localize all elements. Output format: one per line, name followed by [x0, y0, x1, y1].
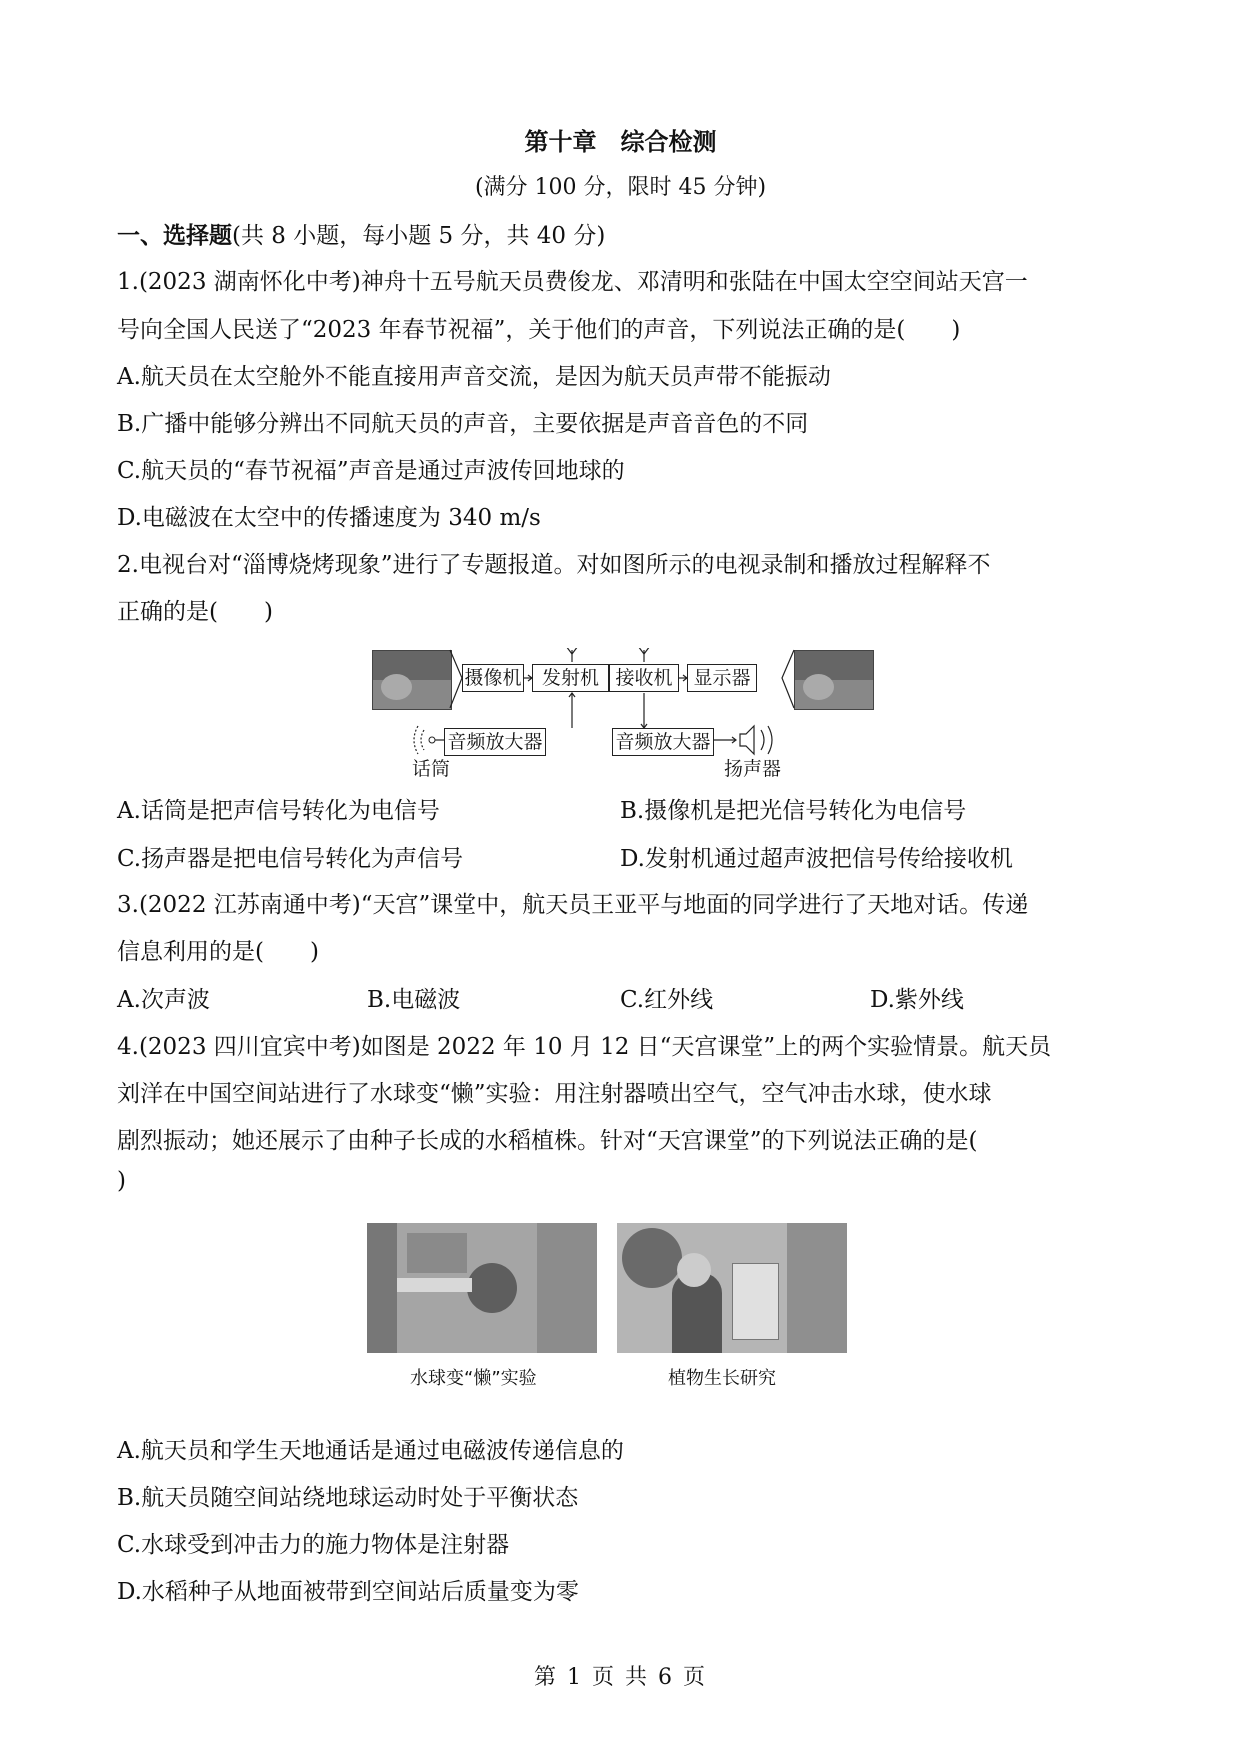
mic-label: 话筒: [412, 758, 451, 780]
q2-stem-line1: 2.电视台对“淄博烧烤现象”进行了专题报道。对如图所示的电视录制和播放过程解释不: [117, 552, 991, 578]
page-subtitle: (满分 100 分，限时 45 分钟): [474, 175, 767, 200]
transmitter-box: 发射机: [532, 664, 609, 692]
q4-option-d: D.水稻种子从地面被带到空间站后质量变为零: [117, 1579, 579, 1605]
section-heading: [117, 217, 605, 250]
q2-option-c: C.扬声器是把电信号转化为声信号: [117, 846, 464, 872]
section-note: (共 8 小题，每小题 5 分，共 40 分): [232, 223, 606, 249]
camera-box: 摄像机: [462, 664, 524, 692]
q2-stem-line2: 正确的是( ): [117, 599, 273, 625]
page-title: 第十章 综合检测: [524, 128, 717, 156]
q3-option-c: C.红外线: [620, 987, 714, 1013]
q1-option-b: B.广播中能够分辨出不同航天员的声音，主要依据是声音音色的不同: [117, 411, 809, 437]
tv-broadcast-diagram: [372, 648, 872, 778]
q4-option-a: A.航天员和学生天地通话是通过电磁波传递信息的: [117, 1438, 624, 1464]
audio-amp-left-box: 音频放大器: [444, 728, 546, 756]
q4-stem-line3: 剧烈振动；她还展示了由种子长成的水稻植株。针对“天宫课堂”的下列说法正确的是(: [117, 1128, 978, 1154]
q1-stem-line2: 号向全国人民送了“2023 年春节祝福”，关于他们的声音，下列说法正确的是( ): [117, 317, 961, 343]
q3-stem-line2: 信息利用的是( ): [117, 939, 319, 965]
water-ball-photo: [367, 1223, 597, 1353]
caption-plant-growth: 植物生长研究: [668, 1368, 776, 1389]
q4-option-c: C.水球受到冲击力的施力物体是注射器: [117, 1532, 510, 1558]
audio-amp-right-box: 音频放大器: [612, 728, 714, 756]
q1-option-d: D.电磁波在太空中的传播速度为 340 m/s: [117, 505, 541, 531]
q4-stem-line2: 刘洋在中国空间站进行了水球变“懒”实验：用注射器喷出空气，空气冲击水球，使水球: [117, 1081, 992, 1107]
q4-option-b: B.航天员随空间站绕地球运动时处于平衡状态: [117, 1485, 579, 1511]
plant-growth-photo: [617, 1223, 847, 1353]
speaker-label: 扬声器: [724, 758, 782, 780]
q3-stem-line1: 3.(2022 江苏南通中考)“天宫”课堂中，航天员王亚平与地面的同学进行了天地对话。传递: [117, 892, 1029, 918]
q2-option-b: B.摄像机是把光信号转化为电信号: [620, 798, 967, 824]
q2-option-a: A.话筒是把声信号转化为电信号: [117, 798, 440, 824]
caption-water-ball: 水球变“懒”实验: [410, 1368, 537, 1389]
q3-option-d: D.紫外线: [870, 987, 964, 1013]
page-footer: 第 1 页 共 6 页: [534, 1665, 707, 1690]
q2-option-d: D.发射机通过超声波把信号传给接收机: [620, 846, 1013, 872]
q4-stem-line1: 4.(2023 四川宜宾中考)如图是 2022 年 10 月 12 日“天宫课堂”上的两个实验情景。航天员: [117, 1034, 1052, 1060]
receiver-box: 接收机: [609, 664, 679, 692]
q1-stem-line1: 1.(2023 湖南怀化中考)神舟十五号航天员费俊龙、邓清明和张陆在中国太空空间站天宫一: [117, 269, 1028, 295]
q3-option-a: A.次声波: [117, 987, 210, 1013]
q1-option-a: A.航天员在太空舱外不能直接用声音交流，是因为航天员声带不能振动: [117, 364, 831, 390]
q3-option-b: B.电磁波: [367, 987, 461, 1013]
q4-stem-line4: ): [117, 1168, 126, 1194]
q1-option-c: C.航天员的“春节祝福”声音是通过声波传回地球的: [117, 458, 625, 484]
section-title: 一、选择题: [117, 223, 232, 249]
display-box: 显示器: [687, 664, 757, 692]
